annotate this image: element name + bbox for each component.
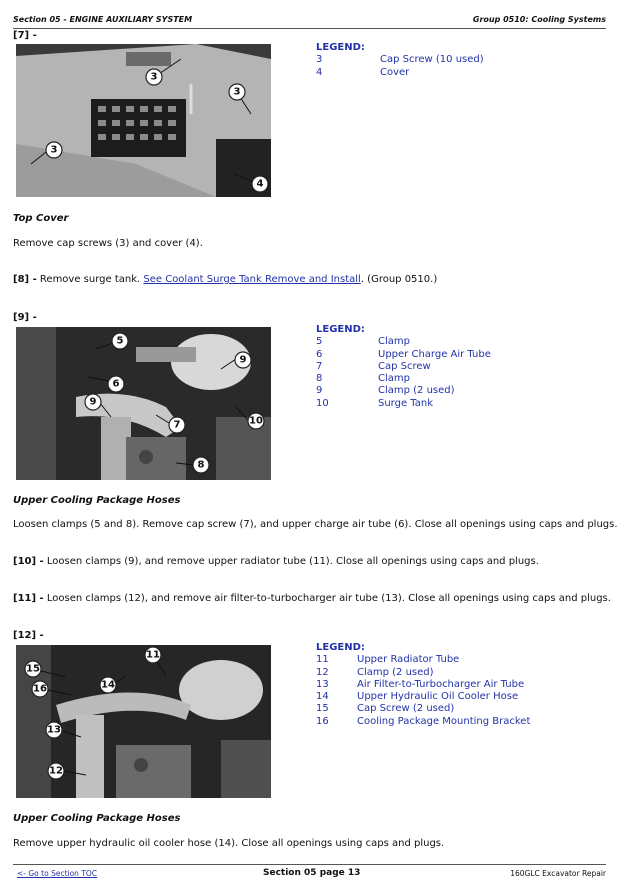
callout-7: 7 <box>173 419 181 431</box>
step-12-label: [12] - <box>13 630 44 641</box>
legend-num: 11 <box>316 654 329 666</box>
callout-9a: 9 <box>239 354 247 366</box>
legend-num: 5 <box>316 336 323 348</box>
top-cover-photo <box>16 44 271 197</box>
callout-12: 12 <box>49 765 63 777</box>
callout-15: 15 <box>26 663 40 675</box>
legend-3 <box>316 642 530 728</box>
page-number: Section 05 page 13 <box>263 868 361 878</box>
callout-3c: 3 <box>50 144 58 156</box>
caption-upper-hoses-2: Upper Cooling Package Hoses <box>13 813 181 824</box>
section-title: Section 05 - ENGINE AUXILIARY SYSTEM <box>13 15 193 24</box>
step-7-label: [7] - <box>13 30 37 41</box>
legend-text: Cap Screw (10 used) <box>380 54 484 66</box>
legend-text: Upper Radiator Tube <box>357 654 460 666</box>
callout-11: 11 <box>146 649 160 661</box>
step-10-text <box>13 556 539 567</box>
legend-text: Cap Screw <box>378 360 431 372</box>
legend-1 <box>316 42 484 79</box>
manual-title: 160GLC Excavator Repair <box>510 869 606 878</box>
step-10-body: Loosen clamps (9), and remove upper radiator tube (11). Close all openings using caps and plugs. <box>43 556 539 567</box>
legend-num: 6 <box>316 348 323 360</box>
legend-text: Air Filter-to-Turbocharger Air Tube <box>357 678 525 690</box>
caption-upper-hoses: Upper Cooling Package Hoses <box>13 495 181 506</box>
step-9-label: [9] - <box>13 312 37 323</box>
surge-tank-link[interactable]: See Coolant Surge Tank Remove and Install <box>143 274 361 285</box>
callout-14: 14 <box>101 679 115 691</box>
step-8-text <box>13 274 437 285</box>
step-8-post: . (Group 0510.) <box>360 274 438 285</box>
legend-text: Cooling Package Mounting Bracket <box>357 715 531 727</box>
legend-title: LEGEND: <box>316 642 365 653</box>
legend-text: Clamp <box>378 336 410 348</box>
callout-9b: 9 <box>89 396 97 408</box>
page-header <box>13 14 606 29</box>
legend-text: Upper Hydraulic Oil Cooler Hose <box>357 691 519 703</box>
legend-text: Clamp (2 used) <box>378 385 455 397</box>
legend-num: 16 <box>316 715 329 727</box>
instruction-text: Loosen clamps (5 and 8). Remove cap screw (7), and upper charge air tube (6). Close all openings using caps and plugs. <box>13 519 618 530</box>
legend-text: Surge Tank <box>378 397 434 409</box>
step-8-label: [8] - <box>13 274 37 285</box>
legend-text: Clamp (2 used) <box>357 666 434 678</box>
caption-top-cover: Top Cover <box>13 213 69 224</box>
legend-title: LEGEND: <box>316 324 365 335</box>
legend-num: 9 <box>316 385 323 397</box>
legend-num: 13 <box>316 678 329 690</box>
step-11-text <box>13 593 611 604</box>
step-10-label: [10] - <box>13 556 44 567</box>
instruction-text: Remove upper hydraulic oil cooler hose (14). Close all openings using caps and plugs. <box>13 838 445 849</box>
legend-text: Clamp <box>378 373 410 385</box>
callout-6: 6 <box>112 378 120 390</box>
legend-num: 7 <box>316 360 323 372</box>
callout-3b: 3 <box>233 86 241 98</box>
step-11-body: Loosen clamps (12), and remove air filter-to-turbocharger air tube (13). Close all openings using caps and plugs. <box>43 593 611 604</box>
callout-8: 8 <box>197 459 205 471</box>
legend-num: 4 <box>316 66 323 78</box>
callout-13: 13 <box>47 724 61 736</box>
legend-num: 8 <box>316 373 323 385</box>
step-8-pre: Remove surge tank. <box>36 274 144 285</box>
step-11-label: [11] - <box>13 593 44 604</box>
hydraulic-hose-photo <box>16 645 271 798</box>
callout-5: 5 <box>116 335 124 347</box>
callout-16: 16 <box>33 683 47 695</box>
legend-text: Upper Charge Air Tube <box>378 348 491 360</box>
group-title: Group 0510: Cooling Systems <box>472 15 606 24</box>
page-footer <box>13 864 606 881</box>
legend-num: 12 <box>316 666 329 678</box>
legend-num: 14 <box>316 691 329 703</box>
instruction-text: Remove cap screws (3) and cover (4). <box>13 238 203 249</box>
section-toc-link[interactable]: <- Go to Section TOC <box>17 869 98 878</box>
legend-title: LEGEND: <box>316 42 365 53</box>
callout-3a: 3 <box>150 71 158 83</box>
callout-10: 10 <box>249 415 263 427</box>
legend-num: 15 <box>316 703 329 715</box>
upper-hoses-photo <box>16 327 271 480</box>
legend-num: 3 <box>316 54 323 66</box>
legend-num: 10 <box>316 397 329 409</box>
callout-4: 4 <box>256 178 264 190</box>
legend-2 <box>316 324 491 410</box>
legend-text: Cap Screw (2 used) <box>357 703 455 715</box>
legend-text: Cover <box>380 66 410 78</box>
